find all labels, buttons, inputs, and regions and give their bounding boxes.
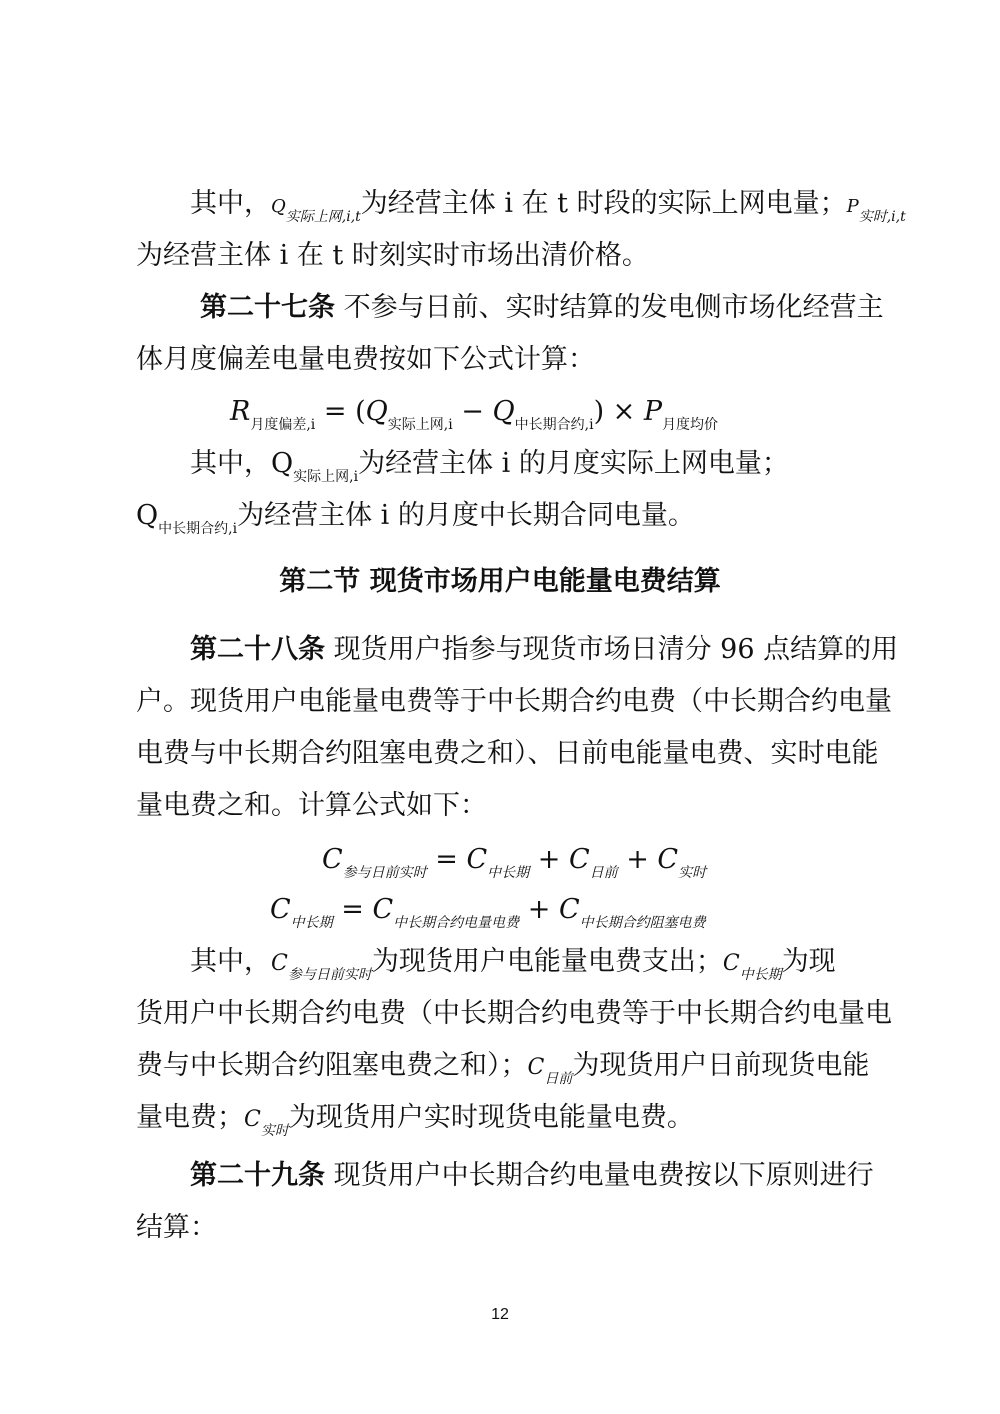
var-c: C (244, 1107, 261, 1132)
article29-line1 (190, 1156, 1000, 1196)
operator: ) × (593, 396, 644, 427)
var-q: Q (365, 396, 388, 427)
subscript: 日前 (589, 865, 618, 881)
var-c: C (270, 894, 291, 925)
var-q: Q (492, 396, 515, 427)
para3-line3 (136, 1046, 1000, 1090)
text: 为现货用户电能量电费支出； (371, 946, 723, 977)
article-title: 第二十九条 (190, 1160, 325, 1191)
text: 为经营主体 i 的月度中长期合同电量。 (237, 500, 695, 531)
text: 为现货用户实时现货电能量电费。 (288, 1102, 694, 1133)
para1-line2: 为经营主体 i 在 t 时刻实时市场出清价格。 (136, 240, 649, 271)
operator: = (426, 844, 467, 875)
var-p: P (846, 196, 859, 217)
article28-line1 (190, 630, 1000, 670)
article29-line2: 结算： (136, 1212, 217, 1243)
subscript: 中长期 (290, 915, 333, 931)
operator: − (452, 396, 493, 427)
var-c: C (527, 1055, 545, 1080)
text: 其中， (190, 188, 271, 219)
text: 其中， (190, 448, 271, 479)
text: 为经营主体 i 的月度实际上网电量； (358, 448, 789, 479)
para3-line4 (136, 1098, 1000, 1142)
article-title: 第二十八条 (190, 634, 325, 665)
para2-line2 (136, 496, 1000, 540)
operator: + (519, 894, 559, 925)
para2-line1 (190, 444, 1000, 488)
article-title: 第二十七条 (200, 292, 335, 323)
section-heading: 第二节 现货市场用户电能量电费结算 (279, 566, 721, 597)
text: 不参与日前、实时结算的发电侧市场化经营主 (343, 292, 884, 323)
subscript: 中长期 (739, 967, 782, 983)
subscript: 实时,i,t (858, 209, 906, 225)
page-number: 12 (491, 1306, 509, 1323)
subscript: 月度均价 (662, 417, 719, 433)
formula-spot-user-fee (322, 840, 706, 884)
para1-line1 (190, 184, 906, 228)
var-c: C (466, 844, 488, 875)
text: 量电费； (136, 1102, 244, 1133)
text: 现货用户指参与现货市场日清分 96 点结算的用 (333, 634, 899, 665)
operator: = ( (315, 396, 366, 427)
text: 费与中长期合约阻塞电费之和）； (136, 1050, 528, 1081)
subscript: 中长期 (487, 865, 530, 881)
text: 为经营主体 i 在 t 时段的实际上网电量； (360, 188, 847, 219)
text: 为现货用户日前现货电能 (572, 1050, 870, 1081)
var-q: Q (271, 196, 286, 217)
formula-monthly-deviation (230, 392, 718, 436)
subscript: 日前 (544, 1071, 573, 1087)
var-q: Q (271, 448, 294, 479)
subscript: 实际上网,i (293, 469, 359, 485)
var-c: C (722, 951, 740, 976)
var-q: Q (136, 500, 159, 531)
var-c: C (657, 844, 679, 875)
text: 其中， (190, 946, 271, 977)
para3-line2: 货用户中长期合约电费（中长期合约电费等于中长期合约电量电 (136, 998, 892, 1029)
subscript: 中长期合约阻塞电费 (579, 915, 706, 931)
para3-line1 (190, 942, 1000, 986)
var-c: C (568, 844, 590, 875)
subscript: 实时 (260, 1123, 289, 1139)
article27-line2: 体月度偏差电量电费按如下公式计算： (136, 344, 595, 375)
subscript: 月度偏差,i (250, 417, 316, 433)
text: 为现 (781, 946, 836, 977)
var-c: C (558, 894, 580, 925)
operator: = (332, 894, 373, 925)
text: 现货用户中长期合约电量电费按以下原则进行 (333, 1160, 874, 1191)
article27-line1 (200, 288, 1000, 328)
var-r: R (230, 396, 251, 427)
operator: + (617, 844, 658, 875)
var-p: P (643, 396, 663, 427)
subscript: 参与日前实时 (342, 865, 427, 881)
var-c: C (322, 844, 343, 875)
article28-line2: 户。现货用户电能量电费等于中长期合约电费（中长期合约电量 (136, 686, 892, 717)
subscript: 中长期合约电量电费 (393, 915, 520, 931)
article28-line4: 量电费之和。计算公式如下： (136, 790, 487, 821)
var-c: C (271, 951, 288, 976)
subscript: 中长期合约,i (158, 521, 238, 537)
subscript: 实时 (678, 865, 707, 881)
subscript: 中长期合约,i (514, 417, 594, 433)
subscript: 参与日前实时 (287, 967, 372, 983)
formula-mid-long-term-fee (270, 890, 706, 934)
subscript: 实际上网,i (387, 417, 453, 433)
var-c: C (372, 894, 394, 925)
subscript: 实际上网,i,t (285, 209, 361, 225)
article28-line3: 电费与中长期合约阻塞电费之和）、日前电能量电费、实时电能 (136, 738, 879, 769)
operator: + (529, 844, 569, 875)
